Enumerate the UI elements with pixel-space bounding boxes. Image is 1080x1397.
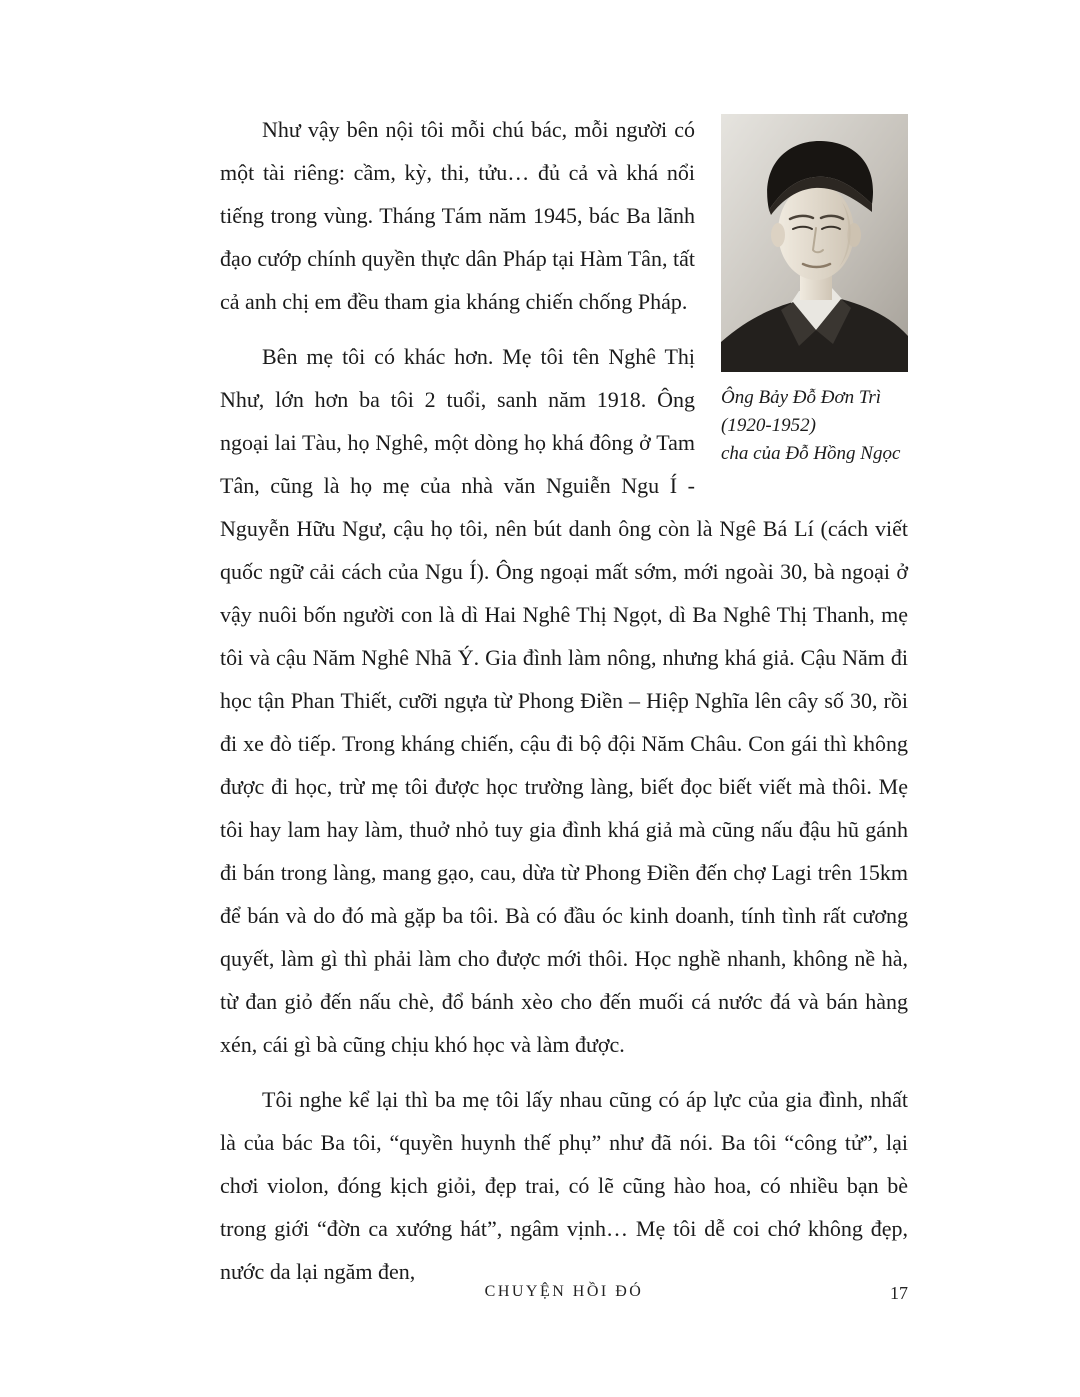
caption-name: Ông Bảy Đỗ Đơn Trì [721,387,882,408]
caption-years: (1920-1952) [721,415,816,436]
caption-relation: cha của Đỗ Hồng Ngọc [721,443,901,464]
running-chapter-title: CHUYỆN HỒI ĐÓ [484,1283,644,1300]
page-content [220,108,908,1305]
page-footer [220,1283,908,1313]
body-paragraph-2: Bên mẹ tôi có khác hơn. Mẹ tôi tên Nghê Thị Như, lớn hơn ba tôi 2 tuổi, sanh năm 1918. Ông ngoại lai Tàu, họ Nghê, một dòng họ khá đông ở Tam Tân, cũng là họ mẹ của nhà văn Nguiễn Ngu Í - Nguyễn Hữu Ngư, cậu họ tôi, nên bút danh ông còn là Ngê Bá Lí (cách viết quốc ngữ cải cách của Ngu Í). Ông ngoại mất sớm, mới ngoài 30, bà ngoại ở vậy nuôi bốn người con là dì Hai Nghê Thị Ngọt, dì Ba Nghê Thị Thanh, mẹ tôi và cậu Năm Nghê Nhã Ý. Gia đình làm nông, nhưng khá giả. Cậu Năm đi học tận Phan Thiết, cưỡi ngựa từ Phong Điền – Hiệp Nghĩa lên cây số 30, rồi đi xe đò tiếp. Trong kháng chiến, cậu đi bộ đội Năm Châu. Con gái thì không được đi học, trừ mẹ tôi được học trường làng, biết đọc biết viết mà thôi. Mẹ tôi hay lam hay làm, thuở nhỏ tuy gia đình khá giả mà cũng nấu đậu hũ gánh đi bán trong làng, mang gạo, cau, dừa từ Phong Điền đến chợ Lagi trên 15km để bán và do đó mà gặp ba tôi. Bà có đầu óc kinh doanh, tính tình rất cương quyết, làm gì thì phải làm cho được mới thôi. Học nghề nhanh, không nề hà, từ đan giỏ đến nấu chè, đổ bánh xèo cho đến muối cá nước đá và bán hàng xén, cái gì bà cũng chịu khó học và làm được. [220,344,908,1057]
portrait-figure [721,114,908,468]
portrait-photo [721,114,908,372]
body-paragraph-3: Tôi nghe kể lại thì ba mẹ tôi lấy nhau cũng có áp lực của gia đình, nhất là của bác Ba tôi, “quyền huynh thế phụ” như đã nói. Ba tôi “công tử”, lại chơi violon, đóng kịch giỏi, đẹp trai, có lẽ cũng hào hoa, có nhiều bạn bè trong giới “đờn ca xướng hát”, ngâm vịnh… Mẹ tôi dễ coi chớ không đẹp, nước da lại ngăm đen, [220,1087,908,1284]
body-paragraph-1: Như vậy bên nội tôi mỗi chú bác, mỗi người có một tài riêng: cầm, kỳ, thi, tửu… đủ cả và khá nổi tiếng trong vùng. Tháng Tám năm 1945, bác Ba lãnh đạo cướp chính quyền thực dân Pháp tại Hàm Tân, tất cả anh chị em đều tham gia kháng chiến chống Pháp. [220,117,695,314]
photo-caption [721,384,908,468]
portrait-photo-illustration [721,114,908,372]
page-number: 17 [890,1283,908,1303]
